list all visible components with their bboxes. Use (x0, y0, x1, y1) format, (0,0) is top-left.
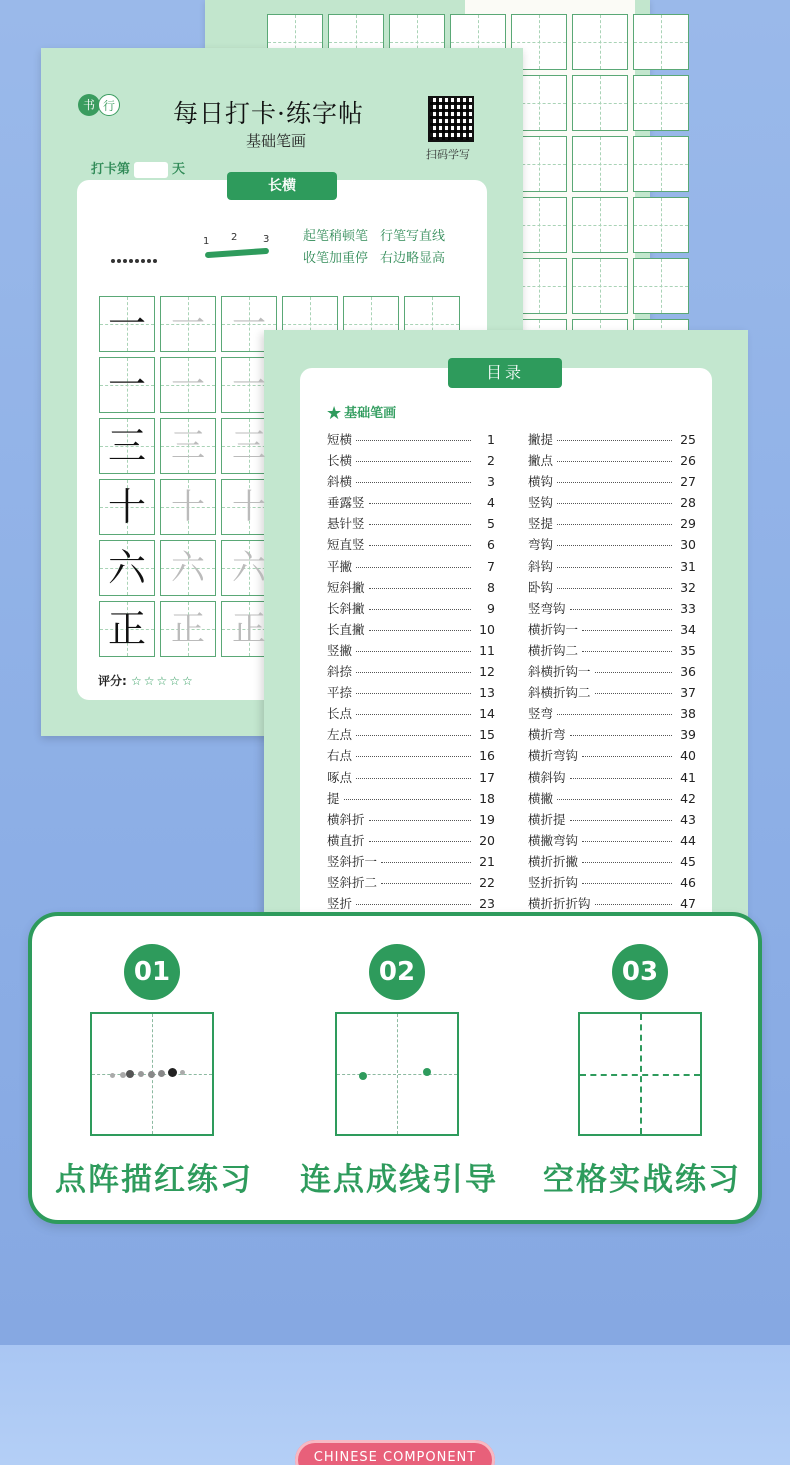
toc-entry-name: 横折折撇 (528, 853, 579, 869)
toc-entry-name: 长横 (327, 453, 353, 469)
toc-entry[interactable] (528, 578, 696, 599)
toc-entry-page: 19 (479, 811, 495, 827)
logo-char-1: 书 (78, 94, 100, 116)
toc-entry-name: 平捺 (327, 685, 353, 701)
toc-entry[interactable] (528, 493, 696, 514)
toc-leader (369, 609, 471, 610)
toc-entry[interactable] (327, 535, 495, 556)
tip: 行笔写直线 (380, 229, 446, 244)
toc-leader (557, 461, 672, 462)
toc-leader (356, 714, 471, 715)
toc-entry-name: 垂露竖 (327, 495, 365, 511)
toc-leader (557, 524, 672, 525)
back-cell (572, 14, 628, 70)
features-panel (28, 912, 762, 1224)
toc-entry-name: 横撇 (528, 790, 554, 806)
toc-entry-name: 撇点 (528, 453, 554, 469)
back-cell (633, 258, 689, 314)
feature-1 (32, 916, 276, 1216)
toc-entry-page: 17 (479, 769, 495, 785)
dotted-stroke-demo (111, 248, 171, 252)
trace-character: 三 (171, 426, 205, 466)
practice-cell[interactable] (221, 540, 277, 596)
checkin-suffix: 天 (172, 162, 186, 177)
toc-entry[interactable] (327, 620, 495, 641)
toc-leader (582, 883, 672, 884)
toc-entry-page: 2 (487, 453, 495, 469)
toc-leader (582, 756, 672, 757)
toc-entry[interactable] (528, 768, 696, 789)
practice-cell[interactable] (221, 601, 277, 657)
toc-entry-page: 44 (680, 832, 696, 848)
practice-cell[interactable] (99, 479, 155, 535)
toc-entry-page: 35 (680, 642, 696, 658)
toc-entry[interactable] (528, 472, 696, 493)
toc-leader (369, 503, 471, 504)
rating-label: 评分: (98, 674, 127, 688)
toc-leader (356, 482, 471, 483)
toc-column-left (327, 430, 495, 915)
practice-cell[interactable] (221, 357, 277, 413)
trace-character: 十 (232, 487, 266, 527)
connect-dots-grid (335, 1012, 459, 1136)
toc-leader (356, 567, 471, 568)
toc-column-right (528, 430, 696, 915)
toc-entry-name: 平撇 (327, 558, 353, 574)
toc-entry-name: 竖斜折二 (327, 874, 378, 890)
qr-label: 扫码学写 (426, 148, 470, 161)
toc-leader (356, 735, 471, 736)
checkin-prefix: 打卡第 (91, 162, 131, 177)
toc-leader (570, 609, 672, 610)
toc-leader (582, 630, 672, 631)
toc-entry-name: 提 (327, 790, 340, 806)
trace-character: 一 (171, 304, 205, 344)
toc-leader (557, 588, 672, 589)
practice-cell[interactable] (160, 479, 216, 535)
toc-entry-page: 38 (680, 706, 696, 722)
toc-entry[interactable] (327, 831, 495, 852)
toc-entry[interactable] (528, 451, 696, 472)
toc-entry-name: 长斜撇 (327, 600, 365, 616)
trace-character: 六 (232, 548, 266, 588)
toc-entry-page: 39 (680, 727, 696, 743)
sheet-title: 每日打卡·练字帖 (173, 99, 364, 128)
tip: 收笔加重停 (303, 251, 369, 266)
toc-entry-name: 横折弯钩 (528, 748, 579, 764)
feature-2 (277, 916, 521, 1216)
toc-leader (582, 651, 672, 652)
toc-entry-page: 7 (487, 558, 495, 574)
toc-entry[interactable] (528, 704, 696, 725)
toc-entry-name: 斜钩 (528, 558, 554, 574)
practice-cell[interactable] (221, 418, 277, 474)
toc-entry-name: 弯钩 (528, 537, 554, 553)
toc-leader (582, 862, 672, 863)
toc-leader (557, 799, 672, 800)
toc-leader (356, 461, 471, 462)
toc-entry-name: 右点 (327, 748, 353, 764)
toc-entry[interactable] (327, 873, 495, 894)
toc-entry[interactable] (528, 535, 696, 556)
toc-entry-name: 竖撇 (327, 642, 353, 658)
feature-caption: 空格实战练习 (543, 1162, 741, 1198)
tips-row-1 (303, 226, 457, 248)
toc-leader (356, 440, 471, 441)
toc-entry-name: 卧钩 (528, 579, 554, 595)
toc-leader (557, 440, 672, 441)
practice-cell[interactable] (160, 540, 216, 596)
toc-entry[interactable] (327, 641, 495, 662)
toc-entry-page: 22 (479, 874, 495, 890)
qr-code-icon[interactable] (428, 96, 474, 142)
stroke-step-3: 3 (263, 234, 270, 245)
model-character: 一 (107, 363, 146, 407)
toc-leader (570, 735, 672, 736)
toc-entry-page: 30 (680, 537, 696, 553)
toc-entry-page: 11 (479, 642, 495, 658)
toc-entry[interactable] (528, 789, 696, 810)
toc-entry[interactable] (528, 725, 696, 746)
toc-entry-page: 29 (680, 516, 696, 532)
model-character: 一 (107, 302, 146, 346)
toc-entry[interactable] (327, 430, 495, 451)
toc-entry-page: 33 (680, 600, 696, 616)
toc-entry-page: 14 (479, 706, 495, 722)
toc-leader (356, 756, 471, 757)
toc-entry-page: 3 (487, 474, 495, 490)
toc-entry-name: 短直竖 (327, 537, 365, 553)
feature-badge: 01 (124, 944, 180, 1000)
toc-section-label: 基础笔画 (344, 406, 397, 421)
stroke-tab: 长横 (227, 172, 337, 200)
toc-leader (356, 778, 471, 779)
toc-entry[interactable] (528, 641, 696, 662)
practice-cell[interactable] (99, 296, 155, 352)
toc-entry-name: 左点 (327, 727, 353, 743)
toc-entry-page: 18 (479, 790, 495, 806)
toc-entry-page: 46 (680, 874, 696, 890)
back-cell (633, 14, 689, 70)
toc-entry-page: 13 (479, 685, 495, 701)
toc-entry-page: 36 (680, 664, 696, 680)
brand-logo (78, 94, 124, 140)
star-icon: ★ (326, 403, 343, 424)
toc-leader (557, 503, 672, 504)
toc-entry-page: 15 (479, 727, 495, 743)
toc-entry[interactable] (528, 430, 696, 451)
stroke-step-1: 1 (203, 236, 210, 247)
tips-row-2 (303, 248, 457, 270)
toc-entry-name: 竖弯钩 (528, 600, 566, 616)
toc-entry-name: 长直撇 (327, 621, 365, 637)
toc-entry[interactable] (327, 578, 495, 599)
toc-entry-page: 8 (487, 579, 495, 595)
practice-cell[interactable] (221, 296, 277, 352)
toc-entry-name: 横折弯 (528, 727, 566, 743)
model-character: 正 (107, 607, 146, 651)
practice-cell[interactable] (99, 418, 155, 474)
toc-entry-page: 21 (479, 853, 495, 869)
toc-title: 目录 (448, 358, 562, 388)
footer-badge: CHINESE COMPONENT (295, 1440, 495, 1465)
toc-entry-name: 短横 (327, 432, 353, 447)
model-character: 十 (107, 485, 146, 529)
toc-entry[interactable] (327, 810, 495, 831)
trace-character: 一 (232, 304, 266, 344)
toc-entry-page: 47 (680, 896, 696, 912)
toc-entry-page: 5 (487, 516, 495, 532)
toc-entry-page: 23 (479, 896, 495, 912)
practice-cell[interactable] (160, 418, 216, 474)
toc-entry-page: 42 (680, 790, 696, 806)
feature-badge: 02 (369, 944, 425, 1000)
toc-entry[interactable] (528, 662, 696, 683)
toc-entry-name: 斜横折钩一 (528, 664, 591, 680)
toc-leader (570, 778, 672, 779)
toc-leader (369, 588, 471, 589)
toc-sheet (264, 330, 748, 930)
toc-entry-name: 长点 (327, 706, 353, 722)
toc-entry-page: 37 (680, 685, 696, 701)
toc-leader (369, 841, 471, 842)
toc-entry-page: 12 (479, 664, 495, 680)
toc-entry-name: 悬针竖 (327, 516, 365, 532)
toc-entry-name: 竖斜折一 (327, 853, 378, 869)
toc-entry-name: 横折钩一 (528, 621, 579, 637)
toc-entry-page: 20 (479, 832, 495, 848)
toc-leader (557, 545, 672, 546)
toc-entry[interactable] (528, 514, 696, 535)
toc-entry-page: 6 (487, 537, 495, 553)
toc-leader (381, 883, 471, 884)
toc-entry[interactable] (327, 746, 495, 767)
toc-entry[interactable] (327, 789, 495, 810)
toc-entry[interactable] (528, 873, 696, 894)
trace-character: 一 (171, 365, 205, 405)
toc-leader (595, 904, 672, 905)
toc-entry[interactable] (528, 620, 696, 641)
toc-entry[interactable] (327, 514, 495, 535)
trace-character: 六 (171, 548, 205, 588)
toc-leader (344, 799, 471, 800)
back-cell (572, 258, 628, 314)
toc-entry-name: 横折折折钩 (528, 896, 591, 912)
toc-entry[interactable] (528, 557, 696, 578)
toc-leader (570, 820, 672, 821)
toc-leader (356, 904, 471, 905)
toc-leader (369, 820, 471, 821)
back-cell (633, 136, 689, 192)
practice-cell[interactable] (160, 601, 216, 657)
checkin-line (91, 158, 185, 178)
toc-entry[interactable] (327, 472, 495, 493)
toc-entry-name: 横撇弯钩 (528, 832, 579, 848)
toc-entry-name: 撇提 (528, 432, 554, 447)
rating-stars-icon[interactable]: ☆☆☆☆☆ (131, 674, 195, 688)
toc-entry-name: 斜横折钩二 (528, 685, 591, 701)
toc-entry-name: 斜横 (327, 474, 353, 490)
toc-entry[interactable] (327, 599, 495, 620)
toc-leader (356, 651, 471, 652)
toc-entry[interactable] (327, 451, 495, 472)
practice-cell[interactable] (99, 357, 155, 413)
back-cell (572, 136, 628, 192)
toc-entry[interactable] (528, 683, 696, 704)
sheet-subtitle: 基础笔画 (246, 132, 307, 150)
toc-entry-page: 32 (680, 579, 696, 595)
stroke-step-2: 2 (231, 232, 238, 243)
toc-entry[interactable] (327, 662, 495, 683)
toc-entry-name: 啄点 (327, 769, 353, 785)
toc-entry[interactable] (327, 557, 495, 578)
toc-leader (369, 524, 471, 525)
toc-entry[interactable] (528, 852, 696, 873)
toc-entry-name: 横斜钩 (528, 769, 566, 785)
toc-entry-page: 34 (680, 621, 696, 637)
practice-cell[interactable] (99, 540, 155, 596)
toc-leader (595, 672, 672, 673)
model-character: 三 (107, 424, 146, 468)
back-cell (572, 75, 628, 131)
toc-entry-page: 16 (479, 748, 495, 764)
toc-entry-name: 竖折折钩 (528, 874, 579, 890)
dot-trace-grid (90, 1012, 214, 1136)
toc-leader (369, 545, 471, 546)
toc-entry[interactable] (327, 493, 495, 514)
blank-practice-grid (578, 1012, 702, 1136)
checkin-day-field[interactable] (134, 162, 168, 178)
toc-entry-name: 横斜折 (327, 811, 365, 827)
toc-entry-page: 31 (680, 558, 696, 574)
toc-leader (557, 567, 672, 568)
toc-entry-page: 43 (680, 811, 696, 827)
toc-entry[interactable] (327, 768, 495, 789)
back-cell (572, 197, 628, 253)
toc-entry-page: 1 (487, 432, 495, 447)
toc-entry-name: 竖折 (327, 896, 353, 912)
practice-cell[interactable] (99, 601, 155, 657)
toc-entry[interactable] (327, 852, 495, 873)
toc-leader (582, 841, 672, 842)
toc-entry[interactable] (327, 683, 495, 704)
toc-entry[interactable] (528, 599, 696, 620)
toc-entry-name: 横钩 (528, 474, 554, 490)
back-cell (633, 75, 689, 131)
toc-entry[interactable] (327, 725, 495, 746)
toc-leader (557, 714, 672, 715)
toc-entry-page: 27 (680, 474, 696, 490)
trace-character: 正 (232, 609, 266, 649)
toc-leader (595, 693, 672, 694)
back-cell (633, 197, 689, 253)
toc-entry-name: 横折提 (528, 811, 566, 827)
trace-character: 三 (232, 426, 266, 466)
tip: 起笔稍顿笔 (303, 229, 369, 244)
toc-leader (557, 482, 672, 483)
stroke-order-diagram (201, 230, 273, 258)
practice-cell[interactable] (160, 357, 216, 413)
toc-entry[interactable] (528, 746, 696, 767)
toc-entry-page: 40 (680, 748, 696, 764)
model-character: 六 (107, 546, 146, 590)
logo-char-2: 行 (98, 94, 120, 116)
toc-entry-name: 横直折 (327, 832, 365, 848)
toc-entry-page: 41 (680, 769, 696, 785)
tip: 右边略显高 (380, 251, 446, 266)
toc-entry-page: 28 (680, 495, 696, 511)
toc-entry-page: 26 (680, 453, 696, 469)
toc-entry-name: 横折钩二 (528, 642, 579, 658)
toc-entry-page: 4 (487, 495, 495, 511)
toc-entry[interactable] (528, 831, 696, 852)
feature-caption: 点阵描红练习 (55, 1162, 253, 1198)
feature-caption: 连点成线引导 (300, 1162, 498, 1198)
toc-section (326, 402, 396, 424)
toc-entry-name: 斜捺 (327, 664, 353, 680)
feature-badge: 03 (612, 944, 668, 1000)
practice-cell[interactable] (160, 296, 216, 352)
toc-entry-page: 25 (680, 432, 696, 447)
toc-entry[interactable] (528, 810, 696, 831)
rating (98, 672, 195, 689)
trace-character: 十 (171, 487, 205, 527)
toc-leader (369, 630, 471, 631)
toc-leader (381, 862, 471, 863)
feature-3 (520, 916, 764, 1216)
toc-entry-name: 短斜撇 (327, 579, 365, 595)
practice-cell[interactable] (221, 479, 277, 535)
toc-entry-page: 10 (479, 621, 495, 637)
toc-entry-page: 9 (487, 600, 495, 616)
toc-entry-page: 45 (680, 853, 696, 869)
stroke-tips (303, 226, 457, 270)
trace-character: 正 (171, 609, 205, 649)
toc-entry-name: 竖弯 (528, 706, 554, 722)
toc-entry-name: 竖提 (528, 516, 554, 532)
toc-leader (356, 672, 471, 673)
toc-entry[interactable] (327, 704, 495, 725)
toc-leader (356, 693, 471, 694)
stroke-shape (205, 248, 269, 258)
trace-character: 一 (232, 365, 266, 405)
toc-entry-name: 竖钩 (528, 495, 554, 511)
